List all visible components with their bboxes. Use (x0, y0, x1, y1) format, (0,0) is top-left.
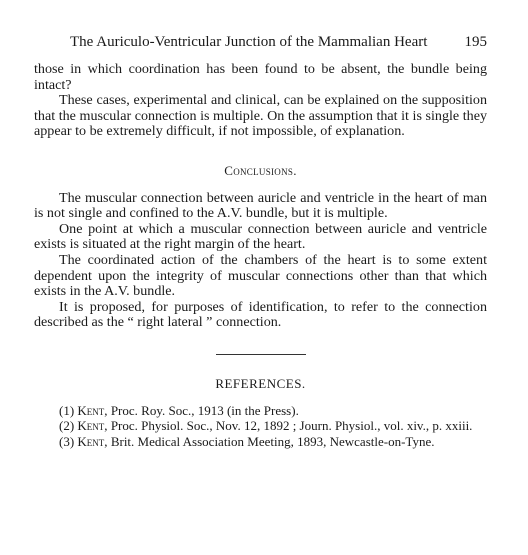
page-number: 195 (464, 34, 487, 50)
body-paragraph: These cases, experimental and clinical, can be explained on the supposition that the muscular connection is multiple. On the assumption that it is single they appear to be extremely difficult, if not impossible, of explanation. (34, 92, 487, 140)
reference-number: (1) (59, 402, 75, 418)
body-paragraph: those in which coordination has been found to be absent, the bundle being intact? (34, 61, 487, 93)
reference-author: Kent, (77, 433, 108, 449)
reference-number: (3) (59, 433, 75, 449)
reference-text: Brit. Medical Association Meeting, 1893, Newcastle-on-Tyne. (110, 433, 435, 449)
section-divider (216, 354, 306, 355)
reference-item (59, 403, 487, 419)
running-head-title: The Auriculo-Ventricular Junction of the Mammalian Heart (70, 34, 428, 50)
reference-item (59, 418, 487, 434)
journal-page (34, 0, 487, 555)
reference-item (59, 434, 487, 450)
conclusion-paragraph: The muscular connection between auricle and ventricle in the heart of man is not single and confined to the A.V. bundle, but it is multiple. (34, 189, 487, 222)
reference-text: Proc. Physiol. Soc., Nov. 12, 1892 ; Journ. Physiol., vol. xiv., p. xxiii. (110, 418, 473, 434)
conclusions-heading: Conclusions. (224, 162, 297, 178)
references-heading: REFERENCES. (215, 375, 306, 391)
reference-author: Kent, (77, 418, 108, 434)
conclusion-paragraph: It is proposed, for purposes of identification, to refer to the connection described as the “ right lateral ” connection. (34, 298, 487, 331)
conclusion-paragraph: The coordinated action of the chambers of the heart is to some extent dependent upon the integrity of muscular connections other than that which exists in the A.V. bundle. (34, 251, 487, 300)
reference-author: Kent, (77, 402, 108, 418)
body-text (34, 62, 487, 449)
reference-number: (2) (59, 418, 75, 434)
reference-text: Proc. Roy. Soc., 1913 (in the Press). (110, 402, 299, 418)
conclusion-paragraph: One point at which a muscular connection between auricle and ventricle exists is situated at the right margin of the heart. (34, 220, 487, 253)
